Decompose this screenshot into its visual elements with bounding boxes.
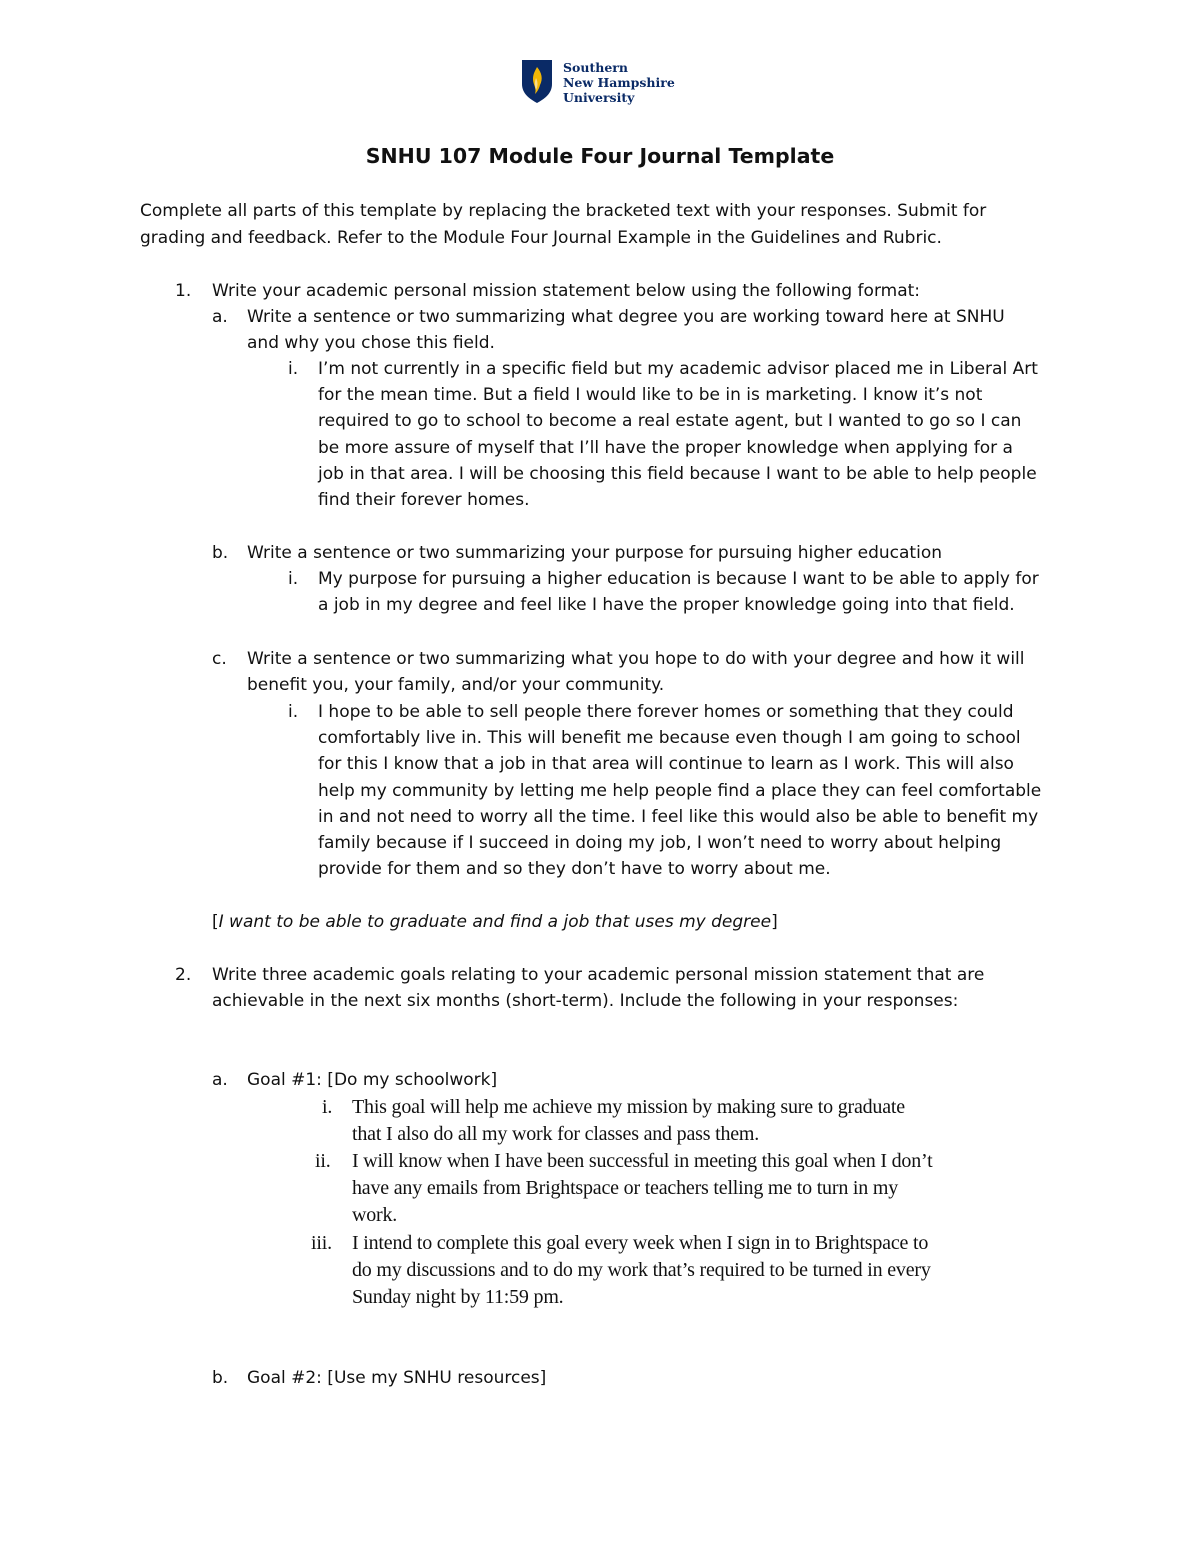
- q1a-answer-line-3: required to go to school to become a real estate agent, but I wanted to go so I can: [318, 411, 1022, 431]
- q1-number: 1.: [175, 281, 192, 301]
- q1c-answer-line-7: provide for them and so they don’t have to worry about me.: [318, 859, 831, 879]
- mission-statement: [212, 909, 778, 935]
- logo-line-1: Southern: [563, 60, 628, 75]
- goal1-item3-line-2: do my discussions and to do my work that’s required to be turned in every: [352, 1259, 931, 1281]
- shield-flame-icon: [520, 58, 554, 104]
- q1a-answer-line-1: I’m not currently in a specific field but my academic advisor placed me in Liberal Art: [318, 359, 1038, 379]
- q1c-line-1: Write a sentence or two summarizing what you hope to do with your degree and how it will: [247, 649, 1025, 669]
- goal1-item2-line-2: have any emails from Brightspace or teachers telling me to turn in my: [352, 1177, 899, 1199]
- q1c-answer-marker: i.: [288, 702, 299, 722]
- goal2-marker: b.: [212, 1368, 229, 1388]
- intro-line-2: grading and feedback. Refer to the Module Four Journal Example in the Guidelines and Rubric.: [140, 228, 942, 248]
- goal1-item2-line-1: I will know when I have been successful in meeting this goal when I don’t: [352, 1150, 933, 1172]
- q2-line-2: achievable in the next six months (short-term). Include the following in your responses:: [212, 991, 959, 1011]
- q2-line-1: Write three academic goals relating to your academic personal mission statement that are: [212, 965, 985, 985]
- q1b-marker: b.: [212, 543, 229, 563]
- q1c-marker: c.: [212, 649, 227, 669]
- q1-text: Write your academic personal mission statement below using the following format:: [212, 281, 921, 301]
- logo-line-2: New Hampshire: [563, 75, 675, 90]
- q1a-marker: a.: [212, 307, 228, 327]
- mission-close-bracket: ]: [771, 912, 778, 932]
- mission-open-bracket: [: [212, 912, 219, 932]
- goal1-item3-line-3: Sunday night by 11:59 pm.: [352, 1286, 564, 1308]
- goal1-item1-line-1: This goal will help me achieve my mission by making sure to graduate: [352, 1096, 905, 1118]
- goal1-item2-marker: ii.: [315, 1150, 331, 1172]
- q2-number: 2.: [175, 965, 192, 985]
- goal1-label: Goal #1: [Do my schoolwork]: [247, 1070, 498, 1090]
- goal1-marker: a.: [212, 1070, 228, 1090]
- logo-wordmark: [563, 60, 675, 105]
- q1b-answer-line-1: My purpose for pursuing a higher education is because I want to be able to apply for: [318, 569, 1039, 589]
- q1a-answer-line-2: for the mean time. But a field I would like to be in is marketing. I know it’s not: [318, 385, 983, 405]
- goal1-item1-marker: i.: [322, 1096, 333, 1118]
- q1a-answer-line-5: job in that area. I will be choosing this field because I want to be able to help people: [318, 464, 1037, 484]
- goal2-label: Goal #2: [Use my SNHU resources]: [247, 1368, 547, 1388]
- q1b-answer-marker: i.: [288, 569, 299, 589]
- logo-line-3: University: [563, 90, 635, 105]
- goal1-item3-marker: iii.: [311, 1232, 332, 1254]
- q1c-answer-line-5: in and not need to worry all the time. I feel like this would also be able to benefit my: [318, 807, 1039, 827]
- goal1-item1-line-2: that I also do all my work for classes and pass them.: [352, 1123, 760, 1145]
- q1a-line-2: and why you chose this field.: [247, 333, 495, 353]
- goal1-item2-line-3: work.: [352, 1204, 398, 1226]
- intro-line-1: Complete all parts of this template by replacing the bracketed text with your responses. Submit for: [140, 201, 987, 221]
- q1a-answer-marker: i.: [288, 359, 299, 379]
- q1a-answer-line-6: find their forever homes.: [318, 490, 530, 510]
- university-logo: [520, 58, 690, 108]
- q1c-line-2: benefit you, your family, and/or your community.: [247, 675, 665, 695]
- q1c-answer-line-6: family because if I succeed in doing my job, I won’t need to worry about helping: [318, 833, 1002, 853]
- q1a-line-1: Write a sentence or two summarizing what degree you are working toward here at SNHU: [247, 307, 1005, 327]
- goal1-item3-line-1: I intend to complete this goal every week when I sign in to Brightspace to: [352, 1232, 929, 1254]
- q1c-answer-line-2: comfortably live in. This will benefit me because even though I am going to school: [318, 728, 1021, 748]
- page-title: SNHU 107 Module Four Journal Template: [365, 144, 835, 168]
- q1a-answer-line-4: be more assure of myself that I’ll have the proper knowledge when applying for a: [318, 438, 1013, 458]
- q1c-answer-line-3: for this I know that a job in that area will continue to learn as I work. This will also: [318, 754, 1014, 774]
- q1c-answer-line-4: help my community by letting me help people find a place they can feel comfortable: [318, 781, 1042, 801]
- q1b-answer-line-2: a job in my degree and feel like I have the proper knowledge going into that field.: [318, 595, 1015, 615]
- q1b-line-1: Write a sentence or two summarizing your purpose for pursuing higher education: [247, 543, 942, 563]
- q1c-answer-line-1: I hope to be able to sell people there forever homes or something that they could: [318, 702, 1014, 722]
- mission-text: I want to be able to graduate and find a job that uses my degree: [218, 912, 772, 932]
